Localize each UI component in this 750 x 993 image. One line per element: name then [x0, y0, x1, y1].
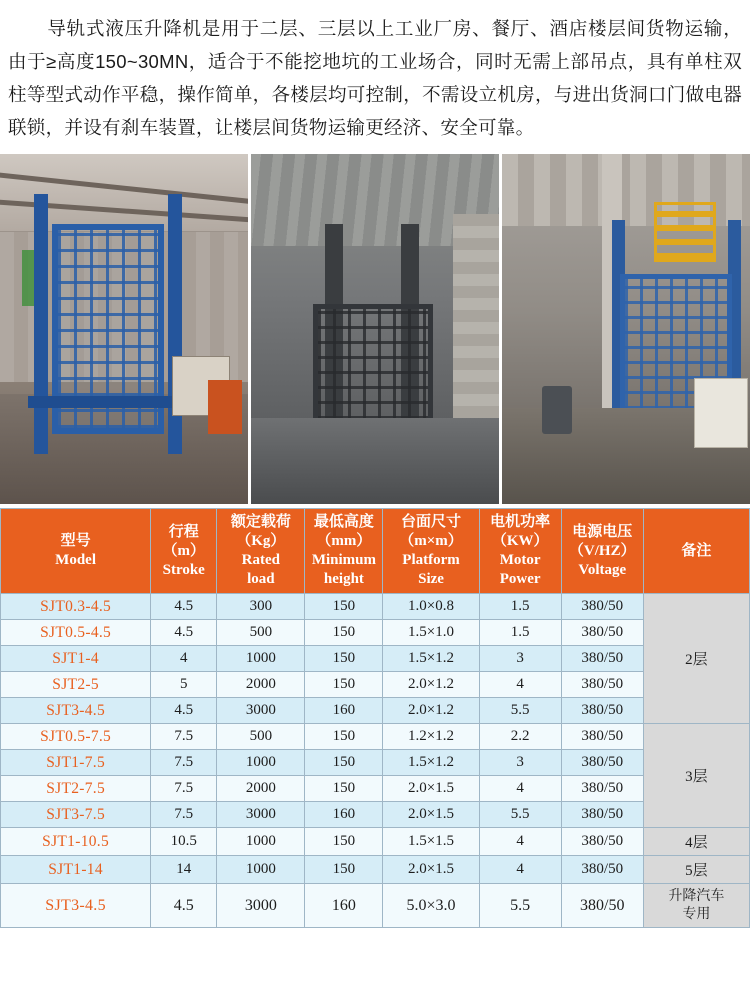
lift-cage: [313, 304, 433, 424]
cell-voltage: 380/50: [561, 672, 643, 698]
header-cn-unit: （m×m）: [399, 533, 463, 549]
cell-model: SJT1-14: [1, 856, 151, 884]
cell-model: SJT3-7.5: [1, 802, 151, 828]
cell-model: SJT2-5: [1, 672, 151, 698]
cell-load: 1000: [217, 856, 305, 884]
cell-height: 150: [305, 776, 383, 802]
cell-model: SJT0.5-7.5: [1, 724, 151, 750]
header-cn: 电机功率: [490, 514, 551, 530]
table-row: [1, 776, 750, 802]
cell-load: 500: [217, 620, 305, 646]
cell-size: 2.0×1.2: [383, 698, 479, 724]
cell-voltage: 380/50: [561, 802, 643, 828]
header-en-2: load: [247, 571, 275, 587]
floor-equipment: [542, 386, 572, 434]
table-row: [1, 828, 750, 856]
table-row: [1, 620, 750, 646]
header-en: Rated: [241, 552, 280, 568]
cell-stroke: 14: [151, 856, 217, 884]
photo-dark-mast-goods-lift: [251, 154, 499, 504]
wrapped-goods: [694, 378, 748, 448]
cell-stroke: 4.5: [151, 884, 217, 928]
table-row: [1, 856, 750, 884]
header-en-2: Size: [418, 571, 444, 587]
cell-size: 1.5×1.2: [383, 750, 479, 776]
cell-power: 4: [479, 776, 561, 802]
cell-load: 500: [217, 724, 305, 750]
remark-line-1: 升降汽车: [668, 888, 725, 904]
cell-remark: 4层: [643, 828, 749, 856]
cell-load: 2000: [217, 672, 305, 698]
header-cn-unit: （m）: [162, 542, 205, 559]
product-photo-strip: [0, 154, 750, 504]
cell-power: 4: [479, 856, 561, 884]
cell-stroke: 4.5: [151, 698, 217, 724]
header-en: Platform: [402, 552, 460, 568]
cell-power: 5.5: [479, 802, 561, 828]
cell-remark: 2层: [643, 594, 749, 724]
cell-stroke: 5: [151, 672, 217, 698]
cell-voltage: 380/50: [561, 856, 643, 884]
cell-model: SJT3-4.5: [1, 884, 151, 928]
header-en: Stroke: [162, 561, 205, 578]
cell-voltage: 380/50: [561, 750, 643, 776]
cell-load: 1000: [217, 750, 305, 776]
cell-model: SJT3-4.5: [1, 698, 151, 724]
cell-load: 1000: [217, 828, 305, 856]
cell-model: SJT1-7.5: [1, 750, 151, 776]
column-header-platform-size: [383, 509, 479, 594]
table-header-row: [1, 509, 750, 594]
cell-voltage: 380/50: [561, 594, 643, 620]
cell-load: 3000: [217, 884, 305, 928]
cell-power: 4: [479, 828, 561, 856]
cell-model: SJT0.5-4.5: [1, 620, 151, 646]
table-row: [1, 646, 750, 672]
lift-mast-left: [34, 194, 48, 454]
cell-power: 4: [479, 672, 561, 698]
table-row: [1, 672, 750, 698]
cell-stroke: 7.5: [151, 776, 217, 802]
cell-voltage: 380/50: [561, 828, 643, 856]
column-header-motor-power: [479, 509, 561, 594]
table-row: [1, 594, 750, 620]
floor-area: [251, 418, 499, 504]
cell-stroke: 10.5: [151, 828, 217, 856]
cell-voltage: 380/50: [561, 646, 643, 672]
cell-load: 2000: [217, 776, 305, 802]
orange-hand-truck: [208, 380, 242, 434]
cell-size: 2.0×1.5: [383, 802, 479, 828]
header-cn: 型号: [60, 533, 91, 549]
remark-line-2: 专用: [682, 906, 711, 922]
cell-size: 1.5×1.5: [383, 828, 479, 856]
cell-load: 3000: [217, 802, 305, 828]
cell-model: SJT1-4: [1, 646, 151, 672]
cell-power: 1.5: [479, 594, 561, 620]
yellow-stair-railing: [654, 202, 716, 262]
header-cn: 额定载荷: [230, 514, 291, 530]
description-text: 导轨式液压升降机是用于二层、三层以上工业厂房、餐厅、酒店楼层间货物运输，由于≥高度150~30MN，适合于不能挖地坑的工业场合，同时无需上部吊点，具有单柱双柱等型式动作平稳，操作简单，各楼层均可控制，不需设立机房，与进出货洞口门做电器联锁，并设有刹车装置，让楼层间货物运输更经济、安全可靠。: [8, 18, 742, 138]
table-row: [1, 802, 750, 828]
header-en: Motor: [499, 552, 541, 568]
table-row: [1, 884, 750, 928]
cell-size: 2.0×1.5: [383, 776, 479, 802]
cell-height: 160: [305, 802, 383, 828]
lift-platform: [28, 396, 188, 408]
cell-load: 300: [217, 594, 305, 620]
cell-size: 1.5×1.2: [383, 646, 479, 672]
cell-model: SJT0.3-4.5: [1, 594, 151, 620]
cell-stroke: 7.5: [151, 750, 217, 776]
header-cn-unit: （KW）: [491, 533, 549, 549]
cell-remark: 3层: [643, 724, 749, 828]
header-en-2: Power: [499, 571, 541, 587]
column-header-remark: [643, 509, 749, 594]
header-cn-unit: （V/HZ）: [568, 542, 636, 559]
cell-size: 1.5×1.0: [383, 620, 479, 646]
header-cn: 备注: [681, 542, 712, 559]
cell-power: 3: [479, 750, 561, 776]
table-row: [1, 724, 750, 750]
cell-remark: [643, 884, 749, 928]
cell-voltage: 380/50: [561, 620, 643, 646]
cell-stroke: 7.5: [151, 724, 217, 750]
cell-size: 1.2×1.2: [383, 724, 479, 750]
cell-load: 3000: [217, 698, 305, 724]
cell-height: 150: [305, 646, 383, 672]
cell-power: 5.5: [479, 884, 561, 928]
cell-size: 1.0×0.8: [383, 594, 479, 620]
cell-power: 1.5: [479, 620, 561, 646]
cell-size: 5.0×3.0: [383, 884, 479, 928]
cell-height: 160: [305, 698, 383, 724]
cell-stroke: 4.5: [151, 594, 217, 620]
header-cn: 最低高度: [313, 514, 374, 530]
table-row: [1, 698, 750, 724]
cell-size: 2.0×1.2: [383, 672, 479, 698]
column-header-rated-load: [217, 509, 305, 594]
cell-voltage: 380/50: [561, 776, 643, 802]
cell-power: 3: [479, 646, 561, 672]
cell-height: 150: [305, 672, 383, 698]
header-cn: 电源电压: [572, 523, 633, 540]
cell-height: 150: [305, 856, 383, 884]
table-row: [1, 750, 750, 776]
header-cn: 台面尺寸: [401, 514, 462, 530]
column-header-minimum-height: [305, 509, 383, 594]
cell-voltage: 380/50: [561, 884, 643, 928]
cell-stroke: 7.5: [151, 802, 217, 828]
header-cn-unit: （mm）: [316, 533, 372, 549]
cell-height: 150: [305, 828, 383, 856]
cell-stroke: 4: [151, 646, 217, 672]
specification-table: [0, 508, 750, 928]
cell-size: 2.0×1.5: [383, 856, 479, 884]
cell-load: 1000: [217, 646, 305, 672]
header-en: Voltage: [578, 561, 627, 578]
cell-height: 150: [305, 620, 383, 646]
column-header-voltage: [561, 509, 643, 594]
column-header-model: [1, 509, 151, 594]
product-description: [0, 0, 750, 150]
header-cn: 行程: [168, 523, 199, 540]
header-en-2: height: [323, 571, 364, 587]
cell-power: 2.2: [479, 724, 561, 750]
column-header-stroke: [151, 509, 217, 594]
cell-stroke: 4.5: [151, 620, 217, 646]
cell-model: SJT2-7.5: [1, 776, 151, 802]
cell-height: 160: [305, 884, 383, 928]
cell-height: 150: [305, 724, 383, 750]
cell-voltage: 380/50: [561, 724, 643, 750]
cell-height: 150: [305, 594, 383, 620]
header-cn-unit: （Kg）: [236, 533, 286, 549]
header-en: Minimum: [311, 552, 376, 568]
photo-blue-cage-lift-with-yellow-stair: [502, 154, 750, 504]
photo-blue-rail-lift-in-workshop: [0, 154, 248, 504]
cell-remark: 5层: [643, 856, 749, 884]
header-en: Model: [55, 552, 96, 568]
cell-power: 5.5: [479, 698, 561, 724]
cell-voltage: 380/50: [561, 698, 643, 724]
cell-model: SJT1-10.5: [1, 828, 151, 856]
cell-height: 150: [305, 750, 383, 776]
